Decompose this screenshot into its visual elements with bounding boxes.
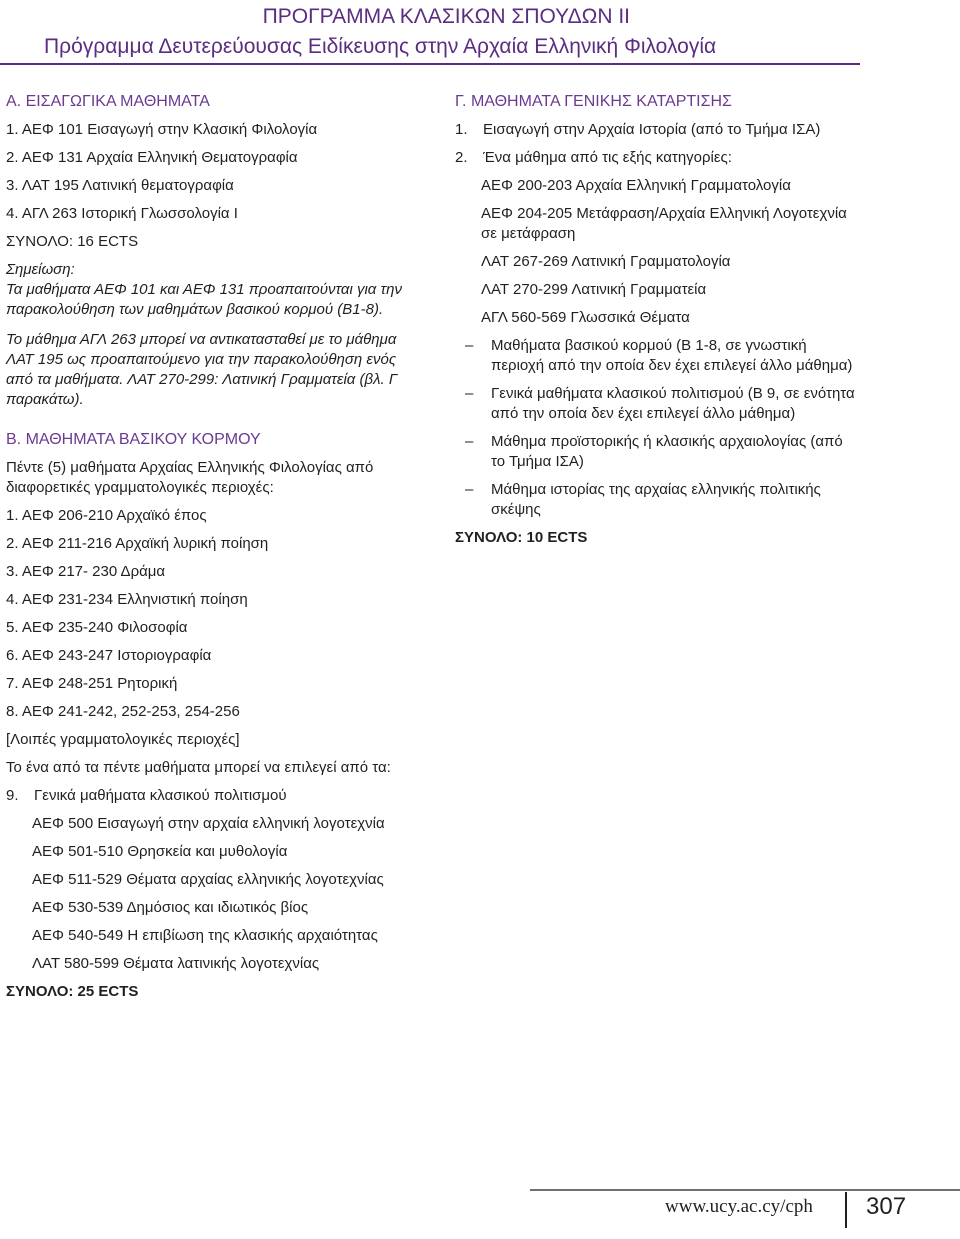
category-option — [455, 384, 855, 424]
section-a-item: 4. ΑΓΛ 263 Ιστορική Γλωσσολογία Ι — [6, 205, 238, 222]
category-course: ΛΑΤ 270-299 Λατινική Γραμματεία — [481, 281, 707, 298]
category-course: ΑΕΦ 204-205 Μετάφραση/Αρχαία Ελληνική Λογοτεχνία σε μετάφραση — [481, 205, 847, 242]
item-number: 1. — [455, 121, 468, 138]
section-c-item-2 — [455, 148, 855, 168]
section-b-item-9 — [6, 786, 416, 806]
culture-course: ΑΕΦ 511-529 Θέματα αρχαίας ελληνικής λογοτεχνίας — [32, 871, 384, 888]
other-areas-note: [Λοιπές γραμματολογικές περιοχές] — [6, 731, 240, 748]
culture-course: ΑΕΦ 540-549 Η επιβίωση της κλασικής αρχαιότητας — [32, 927, 378, 944]
option-text: Μάθημα ιστορίας της αρχαίας ελληνικής πολιτικής σκέψης — [491, 481, 821, 518]
category-course: ΑΕΦ 200-203 Αρχαία Ελληνική Γραμματολογία — [481, 177, 791, 194]
dash-bullet: – — [465, 481, 474, 498]
section-a-heading: Α. ΕΙΣΑΓΩΓΙΚΑ ΜΑΘΗΜΑΤΑ — [6, 93, 210, 110]
section-b-total: ΣΥΝΟΛΟ: 25 ECTS — [6, 983, 139, 1000]
left-column — [6, 92, 416, 1010]
section-b-item: 4. ΑΕΦ 231-234 Ελληνιστική ποίηση — [6, 591, 248, 608]
culture-course: ΑΕΦ 500 Εισαγωγή στην αρχαία ελληνική λογοτεχνία — [32, 815, 385, 832]
header-divider — [0, 63, 860, 65]
category-option — [455, 480, 855, 520]
section-c-item-1 — [455, 120, 855, 140]
dash-bullet: – — [465, 385, 474, 402]
choose-text: Το ένα από τα πέντε μαθήματα μπορεί να επιλεγεί από τα: — [6, 759, 391, 776]
section-c-total: ΣΥΝΟΛΟ: 10 ECTS — [455, 529, 588, 546]
culture-course: ΛΑΤ 580-599 Θέματα λατινικής λογοτεχνίας — [32, 955, 320, 972]
category-course: ΛΑΤ 267-269 Λατινική Γραμματολογία — [481, 253, 731, 270]
note-substitution: Το μάθημα ΑΓΛ 263 μπορεί να αντικατασταθεί με το μάθημα ΛΑΤ 195 ως προαπαιτούμενο για την παρακολούθηση ενός από τα μαθήματα. ΛΑΤ 270-299: Λατινική Γραμματεία (βλ. Γ παρακάτω). — [6, 331, 398, 408]
page-subtitle: Πρόγραμμα Δευτερεύουσας Ειδίκευσης στην Αρχαία Ελληνική Φιλολογία — [44, 35, 717, 58]
section-a-item: 3. ΛΑΤ 195 Λατινική θεματογραφία — [6, 177, 234, 194]
section-b-heading: Β. ΜΑΘΗΜΑΤΑ ΒΑΣΙΚΟΥ ΚΟΡΜΟΥ — [6, 431, 261, 448]
option-text: Μάθημα προϊστορικής ή κλασικής αρχαιολογίας (από το Τμήμα ΙΣΑ) — [491, 433, 843, 470]
footer-url-link[interactable]: www.ucy.ac.cy/cph — [665, 1196, 813, 1217]
section-b-item: 7. ΑΕΦ 248-251 Ρητορική — [6, 675, 178, 692]
page-title: ΠΡΟΓΡΑΜΜΑ ΚΛΑΣΙΚΩΝ ΣΠΟΥΔΩΝ ΙΙ — [262, 5, 630, 28]
note-label: Σημείωση: — [6, 261, 75, 278]
culture-course: ΑΕΦ 501-510 Θρησκεία και μυθολογία — [32, 843, 288, 860]
section-b-item: 3. ΑΕΦ 217- 230 Δράμα — [6, 563, 166, 580]
section-b-item: 1. ΑΕΦ 206-210 Αρχαϊκό έπος — [6, 507, 207, 524]
option-text: Γενικά μαθήματα κλασικού πολιτισμού (Β 9, σε ενότητα από την οποία δεν έχει επιλεγεί άλλο μάθημα) — [491, 385, 855, 422]
item-text: Ένα μάθημα από τις εξής κατηγορίες: — [483, 149, 732, 166]
category-option — [455, 336, 855, 376]
section-a-item: 1. ΑΕΦ 101 Εισαγωγή στην Κλασική Φιλολογία — [6, 121, 318, 138]
page-number: 307 — [866, 1193, 907, 1220]
dash-bullet: – — [465, 433, 474, 450]
category-course: ΑΓΛ 560-569 Γλωσσικά Θέματα — [481, 309, 690, 326]
section-b-item: 2. ΑΕΦ 211-216 Αρχαϊκή λυρική ποίηση — [6, 535, 269, 552]
culture-course: ΑΕΦ 530-539 Δημόσιος και ιδιωτικός βίος — [32, 899, 309, 916]
dash-bullet: – — [465, 337, 474, 354]
section-b-item: 5. ΑΕΦ 235-240 Φιλοσοφία — [6, 619, 188, 636]
section-b-intro: Πέντε (5) μαθήματα Αρχαίας Ελληνικής Φιλολογίας από διαφορετικές γραμματολογικές περιοχές: — [6, 459, 374, 496]
footer-separator — [845, 1192, 847, 1228]
item-number: 2. — [455, 149, 468, 166]
section-a-item: 2. ΑΕΦ 131 Αρχαία Ελληνική Θεματογραφία — [6, 149, 298, 166]
item-text: Εισαγωγή στην Αρχαία Ιστορία (από το Τμήμα ΙΣΑ) — [483, 121, 821, 138]
note-prerequisites: Τα μαθήματα ΑΕΦ 101 και ΑΕΦ 131 προαπαιτούνται για την παρακολούθηση των μαθημάτων βασικού κορμού (Β1-8). — [6, 281, 402, 318]
item-text: Γενικά μαθήματα κλασικού πολιτισμού — [34, 787, 287, 804]
item-number: 9. — [6, 787, 19, 804]
section-a-total: ΣΥΝΟΛΟ: 16 ECTS — [6, 233, 139, 250]
section-b-item: 6. ΑΕΦ 243-247 Ιστοριογραφία — [6, 647, 212, 664]
right-column — [455, 92, 855, 556]
section-c-heading: Γ. ΜΑΘΗΜΑΤΑ ΓΕΝΙΚΗΣ ΚΑΤΑΡΤΙΣΗΣ — [455, 93, 732, 110]
section-b-item: 8. ΑΕΦ 241-242, 252-253, 254-256 — [6, 703, 240, 720]
footer-divider-line — [530, 1189, 960, 1191]
category-option — [455, 432, 855, 472]
option-text: Μαθήματα βασικού κορμού (Β 1-8, σε γνωστική περιοχή από την οποία δεν έχει επιλεγεί άλλο μάθημα) — [491, 337, 853, 374]
